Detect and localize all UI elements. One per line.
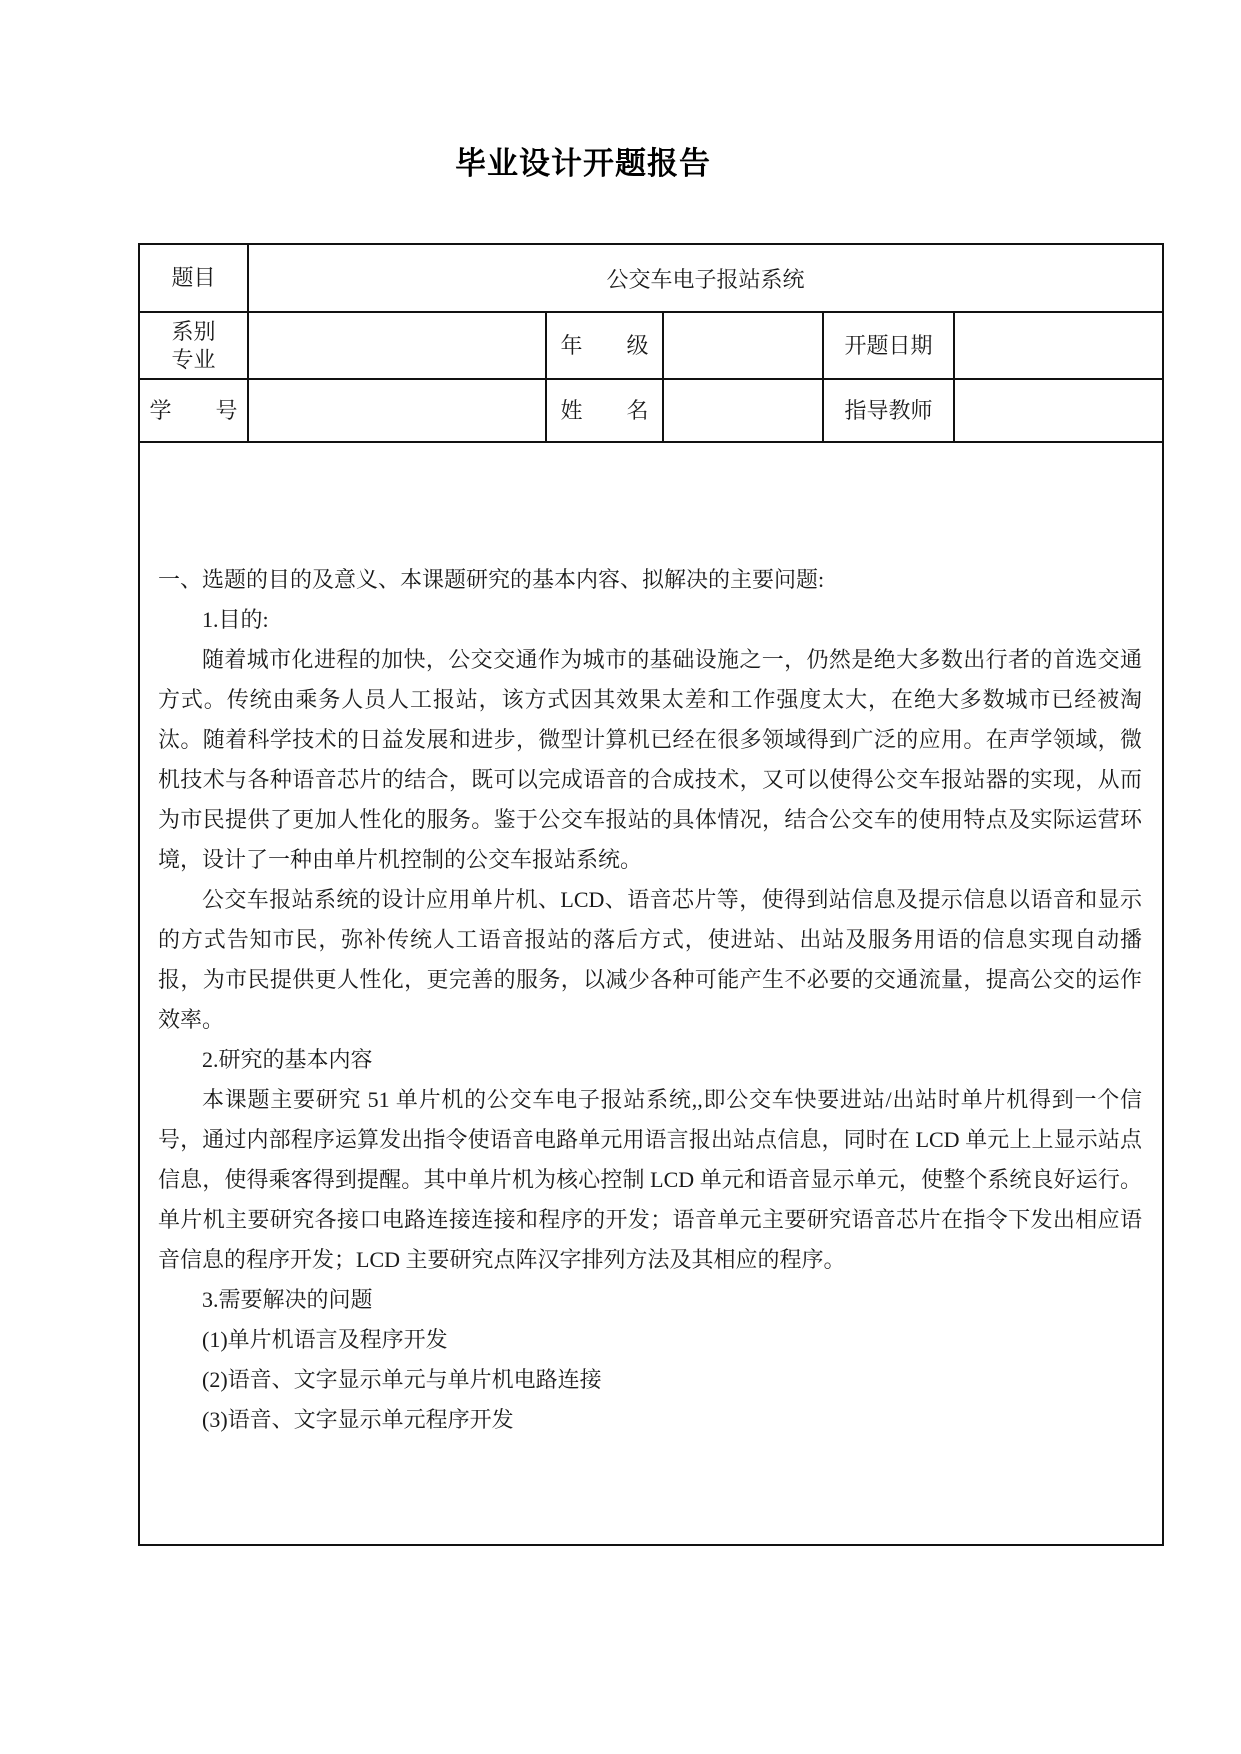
dept-field-value — [248, 312, 546, 379]
problem-item-1: (1)单片机语言及程序开发 — [202, 1327, 448, 1352]
section-heading: 一、选题的目的及意义、本课题研究的基本内容、拟解决的主要问题: — [158, 567, 825, 592]
table-row-id — [139, 379, 1163, 442]
document-title: 毕业设计开题报告 — [455, 146, 711, 181]
table-row-dept — [139, 312, 1163, 379]
dept-label-line2: 专业 — [171, 346, 216, 372]
subheading-purpose: 1.目的: — [202, 607, 269, 632]
subheading-research: 2.研究的基本内容 — [202, 1047, 373, 1072]
student-id-field-label: 学 号 — [139, 379, 248, 442]
title-field-value: 公交车电子报站系统 — [248, 244, 1163, 312]
grade-field-label: 年 级 — [546, 312, 663, 379]
dept-field-label — [139, 312, 248, 379]
advisor-field-label: 指导教师 — [823, 379, 954, 442]
title-field-label: 题目 — [139, 244, 248, 312]
proposal-info-table — [138, 243, 1164, 1546]
subheading-problems: 3.需要解决的问题 — [202, 1287, 373, 1312]
dept-label-line1: 系别 — [171, 318, 216, 344]
grade-field-value — [663, 312, 823, 379]
student-id-field-value — [248, 379, 546, 442]
open-date-field-value — [954, 312, 1163, 379]
name-field-value — [663, 379, 823, 442]
problem-item-3: (3)语音、文字显示单元程序开发 — [202, 1407, 514, 1432]
problem-item-2: (2)语音、文字显示单元与单片机电路连接 — [202, 1367, 602, 1392]
table-row-title — [139, 244, 1163, 312]
open-date-field-label: 开题日期 — [823, 312, 954, 379]
table-row-content — [139, 442, 1163, 1545]
name-field-label: 姓 名 — [546, 379, 663, 442]
paragraph-purpose-2: 公交车报站系统的设计应用单片机、LCD、语音芯片等，使得到站信息及提示信息以语音和显示的方式告知市民，弥补传统人工语音报站的落后方式，使进站、出站及服务用语的信息实现自动播报，为市民提供更人性化，更完善的服务，以减少各种可能产生不必要的交通流量，提高公交的运作效率。 — [158, 887, 1143, 1032]
content-cell — [139, 442, 1163, 1545]
paragraph-research: 本课题主要研究 51 单片机的公交车电子报站系统,,即公交车快要进站/出站时单片机得到一个信号，通过内部程序运算发出指令使语音电路单元用语言报出站点信息，同时在 LCD 单元上上显示站点信息，使得乘客得到提醒。其中单片机为核心控制 LCD 单元和语音显示单元，使整个系统良好运行。单片机主要研究各接口电路连接连接和程序的开发；语音单元主要研究语音芯片在指令下发出相应语音信息的程序开发；LCD 主要研究点阵汉字排列方法及其相应的程序。 — [158, 1087, 1143, 1272]
advisor-field-value — [954, 379, 1163, 442]
paragraph-purpose-1: 随着城市化进程的加快，公交交通作为城市的基础设施之一，仍然是绝大多数出行者的首选交通方式。传统由乘务人员人工报站，该方式因其效果太差和工作强度太大，在绝大多数城市已经被淘汰。随着科学技术的日益发展和进步，微型计算机已经在很多领域得到广泛的应用。在声学领域，微机技术与各种语音芯片的结合，既可以完成语音的合成技术，又可以使得公交车报站器的实现，从而为市民提供了更加人性化的服务。鉴于公交车报站的具体情况，结合公交车的使用特点及实际运营环境，设计了一种由单片机控制的公交车报站系统。 — [158, 647, 1143, 872]
